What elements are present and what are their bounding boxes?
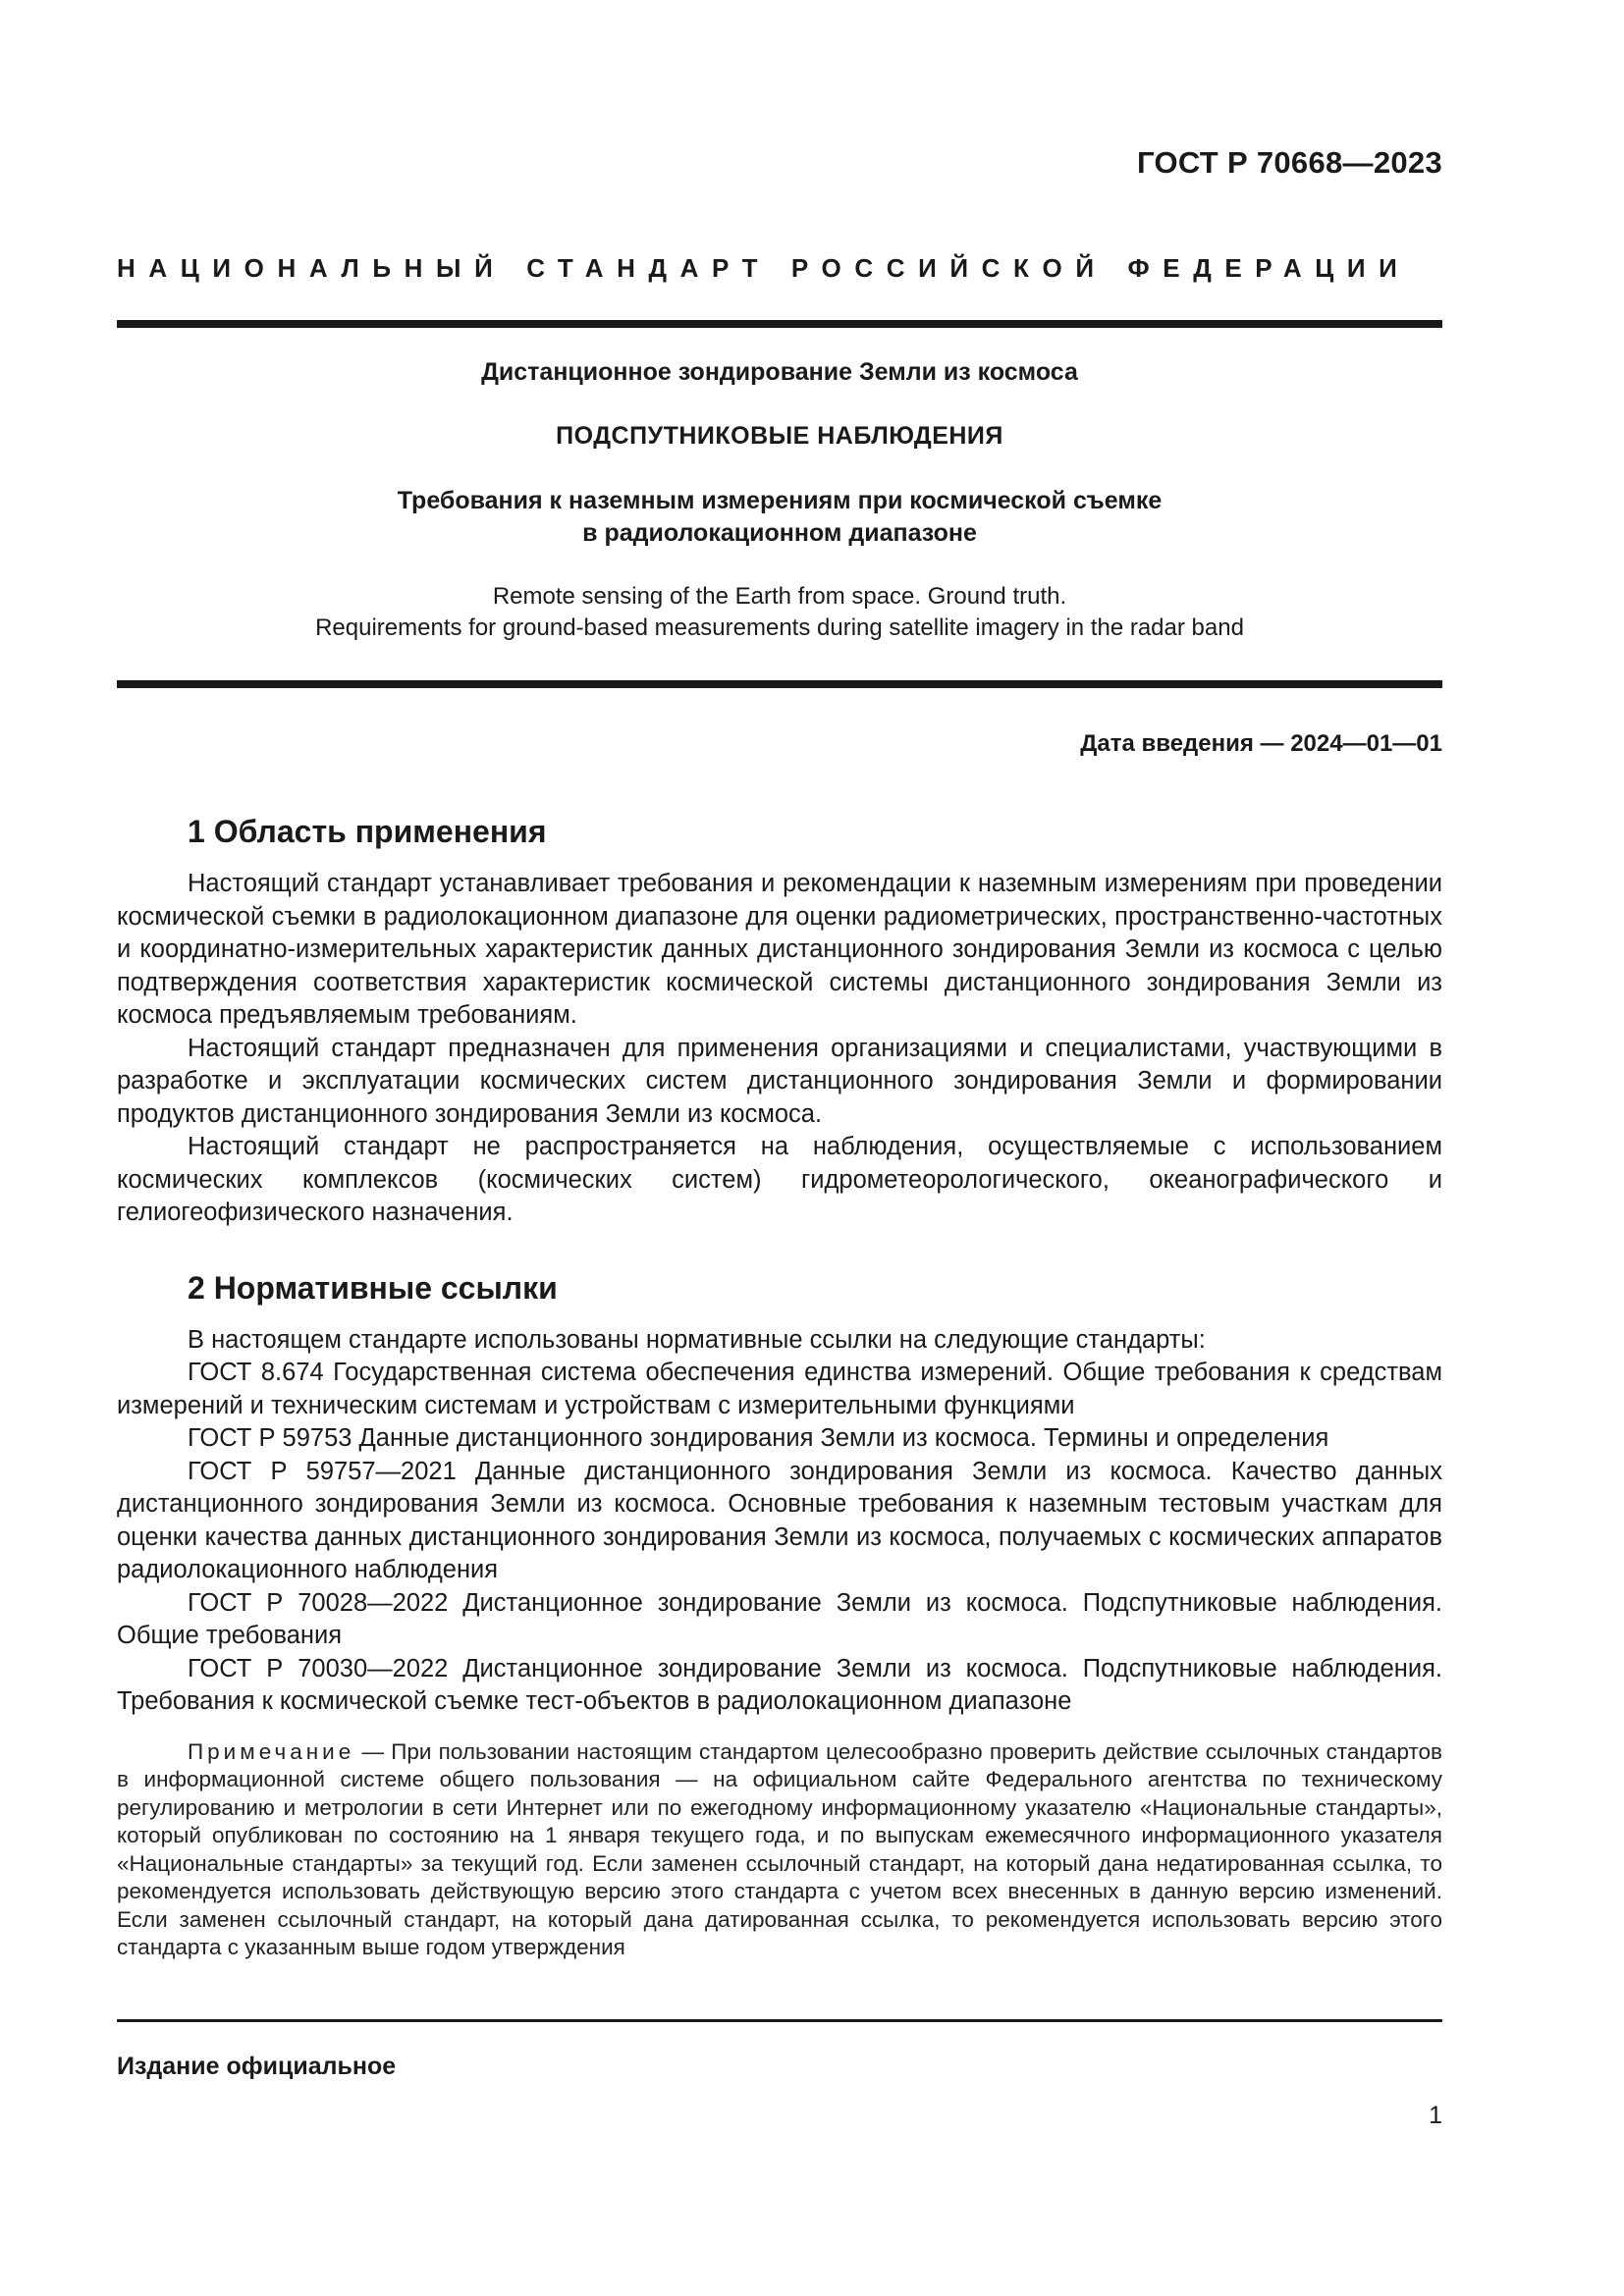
title-bottom-thick-rule <box>117 680 1442 688</box>
standard-number: ГОСТ Р 70668—2023 <box>1137 145 1442 180</box>
section-1-paragraph: Настоящий стандарт предназначен для применения организациями и специалистами, участвующими в разработке и эксплуатации космических систем дистанционного зондирования Земли и формировании продуктов дистанционного зондирования Земли из космоса. <box>117 1034 1442 1128</box>
document-main-title: ПОДСПУТНИКОВЫЕ НАБЛЮДЕНИЯ <box>556 422 1003 450</box>
english-title <box>117 581 1442 644</box>
note-label: Примечание <box>188 1738 355 1764</box>
reference-item: ГОСТ 8.674 Государственная система обеспечения единства измерений. Общие требования к средствам измерений и техническим системам и устройствам с измерительными функциями <box>117 1359 1442 1419</box>
reference-item: ГОСТ Р 70030—2022 Дистанционное зондирование Земли из космоса. Подспутниковые наблюдения. Требования к космической съемке тест-объектов в радиолокационном диапазоне <box>117 1654 1442 1715</box>
section-1-heading: 1 Область применения <box>188 814 547 849</box>
english-title-line-1: Remote sensing of the Earth from space. Ground truth. <box>492 583 1067 610</box>
section-2-paragraph: В настоящем стандарте использованы нормативные ссылки на следующие стандарты: <box>188 1325 1206 1354</box>
note-paragraph <box>117 1738 1442 1962</box>
section-1-paragraph: Настоящий стандарт устанавливает требования и рекомендации к наземным измерениям при проведении космической съемки в радиолокационном диапазоне для оценки радиометрических, пространственно-частотных и координатно-измерительных характеристик данных дистанционного зондирования Земли из космоса с целью подтверждения соответствия характеристик космической системы дистанционного зондирования Земли из космоса предъявляемым требованиям. <box>117 870 1442 1029</box>
english-title-line-2: Requirements for ground-based measurements during satellite imagery in the radar band <box>315 614 1244 641</box>
footer-rule <box>117 2019 1442 2022</box>
subtitle-line-1: Требования к наземным измерениям при космической съемке <box>397 487 1163 514</box>
introduction-date: Дата введения — 2024—01—01 <box>1080 730 1442 757</box>
reference-item: ГОСТ Р 59757—2021 Данные дистанционного зондирования Земли из космоса. Качество данных дистанционного зондирования Земли из космоса. Основные требования к наземным тестовым участкам для оценки качества данных дистанционного зондирования Земли из космоса, получаемых с космических аппаратов радиолокационного наблюдения <box>117 1457 1442 1583</box>
reference-item: ГОСТ Р 59753 Данные дистанционного зондирования Земли из космоса. Термины и определения <box>188 1424 1329 1452</box>
subtitle-line-2: в радиолокационном диапазоне <box>582 519 977 547</box>
reference-item: ГОСТ Р 70028—2022 Дистанционное зондирование Земли из космоса. Подспутниковые наблюдения. Общие требования <box>117 1588 1442 1649</box>
document-theme: Дистанционное зондирование Земли из космоса <box>481 358 1078 386</box>
official-edition-label: Издание официальное <box>117 2053 397 2080</box>
top-thick-rule <box>117 320 1442 328</box>
page-number: 1 <box>1429 2102 1442 2129</box>
document-subtitle <box>117 485 1442 550</box>
section-2-heading: 2 Нормативные ссылки <box>188 1269 558 1306</box>
document-body <box>117 809 1442 1962</box>
national-standard-line: НАЦИОНАЛЬНЫЙ СТАНДАРТ РОССИЙСКОЙ ФЕДЕРАЦИИ <box>117 253 1411 283</box>
note-text: — При пользовании настоящим стандартом целесообразно проверить действие ссылочных стандартов в информационной системе общего пользования — на официальном сайте Федерального агентства по техническому регулированию и метрологии в сети Интернет или по ежегодному информационному указателю «Национальные стандарты», который опубликован по состоянию на 1 января текущего года, и по выпускам ежемесячного информационного указателя «Национальные стандарты» за текущий год. Если заменен ссылочный стандарт, на который дана недатированная ссылка, то рекомендуется использовать действующую версию этого стандарта с учетом всех внесенных в данную версию изменений. Если заменен ссылочный стандарт, на который дана датированная ссылка, то рекомендуется использовать версию этого стандарта с указанным выше годом утверждения <box>117 1738 1442 1959</box>
section-1-paragraph: Настоящий стандарт не распространяется на наблюдения, осуществляемые с использованием космических комплексов (космических систем) гидрометеорологического, океанографического и гелиогеофизического назначения. <box>117 1133 1442 1226</box>
